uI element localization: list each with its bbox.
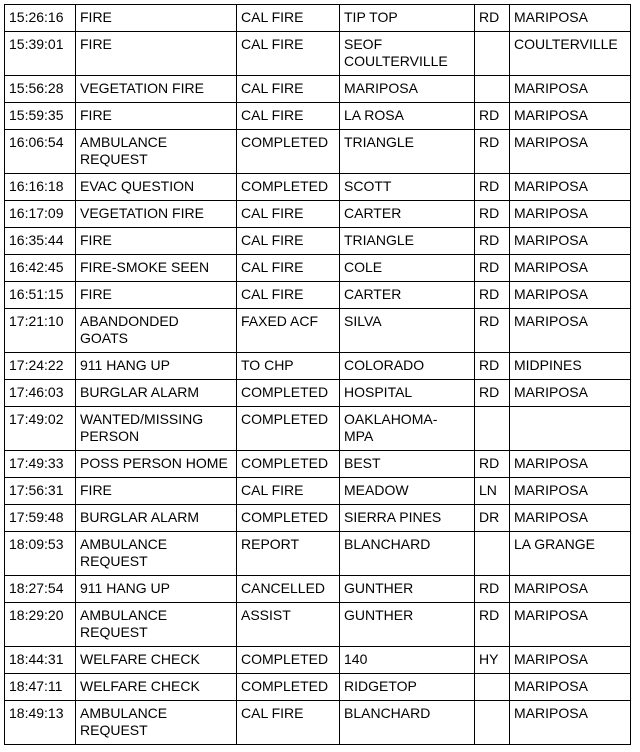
table-row <box>5 380 631 407</box>
street-cell: GUNTHER <box>340 603 475 647</box>
incident-type-cell: WELFARE CHECK <box>76 647 237 674</box>
table-row <box>5 532 631 576</box>
table-row <box>5 674 631 701</box>
incident-type-cell: BURGLAR ALARM <box>76 380 237 407</box>
table-row <box>5 174 631 201</box>
table-row <box>5 701 631 745</box>
disposition-cell: CAL FIRE <box>237 201 340 228</box>
time-cell: 18:47:11 <box>5 674 76 701</box>
table-row <box>5 282 631 309</box>
incident-type-cell: POSS PERSON HOME <box>76 451 237 478</box>
time-cell: 18:27:54 <box>5 576 76 603</box>
table-row <box>5 309 631 353</box>
table-row <box>5 576 631 603</box>
time-cell: 16:35:44 <box>5 228 76 255</box>
incident-type-cell: VEGETATION FIRE <box>76 201 237 228</box>
incident-type-cell: EVAC QUESTION <box>76 174 237 201</box>
disposition-cell: CAL FIRE <box>237 103 340 130</box>
city-cell: MARIPOSA <box>510 130 631 174</box>
incident-type-cell: 911 HANG UP <box>76 576 237 603</box>
city-cell: MARIPOSA <box>510 282 631 309</box>
street-suffix-cell <box>475 76 510 103</box>
street-cell: SIERRA PINES <box>340 505 475 532</box>
table-row <box>5 5 631 32</box>
time-cell: 16:42:45 <box>5 255 76 282</box>
street-suffix-cell <box>475 674 510 701</box>
city-cell: MARIPOSA <box>510 647 631 674</box>
table-row <box>5 103 631 130</box>
city-cell: MARIPOSA <box>510 701 631 745</box>
city-cell: MARIPOSA <box>510 309 631 353</box>
time-cell: 17:46:03 <box>5 380 76 407</box>
city-cell: MARIPOSA <box>510 478 631 505</box>
street-suffix-cell: RD <box>475 103 510 130</box>
disposition-cell: COMPLETED <box>237 647 340 674</box>
incident-type-cell: FIRE <box>76 478 237 505</box>
disposition-cell: COMPLETED <box>237 505 340 532</box>
street-cell: TIP TOP <box>340 5 475 32</box>
street-cell: SCOTT <box>340 174 475 201</box>
table-row <box>5 603 631 647</box>
street-suffix-cell <box>475 32 510 76</box>
street-suffix-cell: RD <box>475 228 510 255</box>
table-row <box>5 451 631 478</box>
disposition-cell: CAL FIRE <box>237 255 340 282</box>
disposition-cell: COMPLETED <box>237 380 340 407</box>
city-cell: MARIPOSA <box>510 674 631 701</box>
incident-type-cell: FIRE <box>76 103 237 130</box>
disposition-cell: COMPLETED <box>237 174 340 201</box>
disposition-cell: REPORT <box>237 532 340 576</box>
street-cell: SEOF COULTERVILLE <box>340 32 475 76</box>
street-cell: LA ROSA <box>340 103 475 130</box>
incident-type-cell: FIRE <box>76 282 237 309</box>
time-cell: 18:49:13 <box>5 701 76 745</box>
disposition-cell: CAL FIRE <box>237 478 340 505</box>
street-suffix-cell: RD <box>475 451 510 478</box>
street-cell: MEADOW <box>340 478 475 505</box>
street-suffix-cell: RD <box>475 380 510 407</box>
street-cell: TRIANGLE <box>340 228 475 255</box>
incident-type-cell: AMBULANCE REQUEST <box>76 603 237 647</box>
incident-type-cell: 911 HANG UP <box>76 353 237 380</box>
time-cell: 16:06:54 <box>5 130 76 174</box>
table-row <box>5 505 631 532</box>
city-cell: MARIPOSA <box>510 380 631 407</box>
table-row <box>5 228 631 255</box>
disposition-cell: CAL FIRE <box>237 228 340 255</box>
incident-type-cell: WANTED/MISSING PERSON <box>76 407 237 451</box>
call-log-body <box>5 5 631 745</box>
city-cell: MARIPOSA <box>510 576 631 603</box>
time-cell: 18:44:31 <box>5 647 76 674</box>
street-cell: MARIPOSA <box>340 76 475 103</box>
street-cell: BLANCHARD <box>340 701 475 745</box>
city-cell: MARIPOSA <box>510 174 631 201</box>
street-suffix-cell: RD <box>475 353 510 380</box>
street-cell: CARTER <box>340 201 475 228</box>
street-cell: COLE <box>340 255 475 282</box>
table-row <box>5 32 631 76</box>
time-cell: 17:21:10 <box>5 309 76 353</box>
incident-type-cell: FIRE <box>76 228 237 255</box>
call-log-table <box>4 4 631 745</box>
time-cell: 15:39:01 <box>5 32 76 76</box>
city-cell: MARIPOSA <box>510 505 631 532</box>
disposition-cell: CAL FIRE <box>237 76 340 103</box>
street-suffix-cell: RD <box>475 130 510 174</box>
disposition-cell: COMPLETED <box>237 451 340 478</box>
street-suffix-cell <box>475 532 510 576</box>
incident-type-cell: AMBULANCE REQUEST <box>76 130 237 174</box>
disposition-cell: CANCELLED <box>237 576 340 603</box>
time-cell: 18:29:20 <box>5 603 76 647</box>
incident-type-cell: FIRE-SMOKE SEEN <box>76 255 237 282</box>
time-cell: 15:26:16 <box>5 5 76 32</box>
disposition-cell: TO CHP <box>237 353 340 380</box>
time-cell: 15:59:35 <box>5 103 76 130</box>
street-suffix-cell: RD <box>475 255 510 282</box>
street-suffix-cell <box>475 407 510 451</box>
table-row <box>5 255 631 282</box>
table-row <box>5 407 631 451</box>
street-cell: BLANCHARD <box>340 532 475 576</box>
city-cell: MARIPOSA <box>510 76 631 103</box>
disposition-cell: CAL FIRE <box>237 32 340 76</box>
city-cell: LA GRANGE <box>510 532 631 576</box>
time-cell: 16:17:09 <box>5 201 76 228</box>
incident-type-cell: AMBULANCE REQUEST <box>76 701 237 745</box>
street-cell: CARTER <box>340 282 475 309</box>
street-cell: OAKLAHOMA- MPA <box>340 407 475 451</box>
street-suffix-cell <box>475 701 510 745</box>
table-row <box>5 353 631 380</box>
disposition-cell: COMPLETED <box>237 407 340 451</box>
disposition-cell: CAL FIRE <box>237 701 340 745</box>
incident-type-cell: FIRE <box>76 32 237 76</box>
street-cell: 140 <box>340 647 475 674</box>
city-cell: MARIPOSA <box>510 5 631 32</box>
table-row <box>5 478 631 505</box>
disposition-cell: ASSIST <box>237 603 340 647</box>
disposition-cell: CAL FIRE <box>237 282 340 309</box>
incident-type-cell: FIRE <box>76 5 237 32</box>
street-suffix-cell: RD <box>475 5 510 32</box>
street-cell: COLORADO <box>340 353 475 380</box>
incident-type-cell: BURGLAR ALARM <box>76 505 237 532</box>
city-cell <box>510 407 631 451</box>
disposition-cell: COMPLETED <box>237 674 340 701</box>
table-row <box>5 647 631 674</box>
time-cell: 15:56:28 <box>5 76 76 103</box>
street-suffix-cell: RD <box>475 174 510 201</box>
street-cell: BEST <box>340 451 475 478</box>
city-cell: MARIPOSA <box>510 103 631 130</box>
disposition-cell: CAL FIRE <box>237 5 340 32</box>
street-cell: HOSPITAL <box>340 380 475 407</box>
street-suffix-cell: RD <box>475 309 510 353</box>
city-cell: MARIPOSA <box>510 603 631 647</box>
time-cell: 17:24:22 <box>5 353 76 380</box>
street-suffix-cell: RD <box>475 603 510 647</box>
street-cell: SILVA <box>340 309 475 353</box>
street-suffix-cell: RD <box>475 282 510 309</box>
incident-type-cell: AMBULANCE REQUEST <box>76 532 237 576</box>
time-cell: 17:56:31 <box>5 478 76 505</box>
city-cell: MARIPOSA <box>510 201 631 228</box>
disposition-cell: FAXED ACF <box>237 309 340 353</box>
city-cell: MARIPOSA <box>510 451 631 478</box>
street-suffix-cell: DR <box>475 505 510 532</box>
city-cell: MARIPOSA <box>510 255 631 282</box>
street-suffix-cell: HY <box>475 647 510 674</box>
time-cell: 17:49:02 <box>5 407 76 451</box>
city-cell: COULTERVILLE <box>510 32 631 76</box>
time-cell: 16:51:15 <box>5 282 76 309</box>
street-cell: GUNTHER <box>340 576 475 603</box>
incident-type-cell: WELFARE CHECK <box>76 674 237 701</box>
city-cell: MARIPOSA <box>510 228 631 255</box>
incident-type-cell: VEGETATION FIRE <box>76 76 237 103</box>
table-row <box>5 130 631 174</box>
disposition-cell: COMPLETED <box>237 130 340 174</box>
street-cell: TRIANGLE <box>340 130 475 174</box>
street-suffix-cell: LN <box>475 478 510 505</box>
time-cell: 17:59:48 <box>5 505 76 532</box>
table-row <box>5 76 631 103</box>
street-suffix-cell: RD <box>475 201 510 228</box>
table-row <box>5 201 631 228</box>
time-cell: 16:16:18 <box>5 174 76 201</box>
street-cell: RIDGETOP <box>340 674 475 701</box>
street-suffix-cell: RD <box>475 576 510 603</box>
time-cell: 17:49:33 <box>5 451 76 478</box>
time-cell: 18:09:53 <box>5 532 76 576</box>
incident-type-cell: ABANDONDED GOATS <box>76 309 237 353</box>
city-cell: MIDPINES <box>510 353 631 380</box>
